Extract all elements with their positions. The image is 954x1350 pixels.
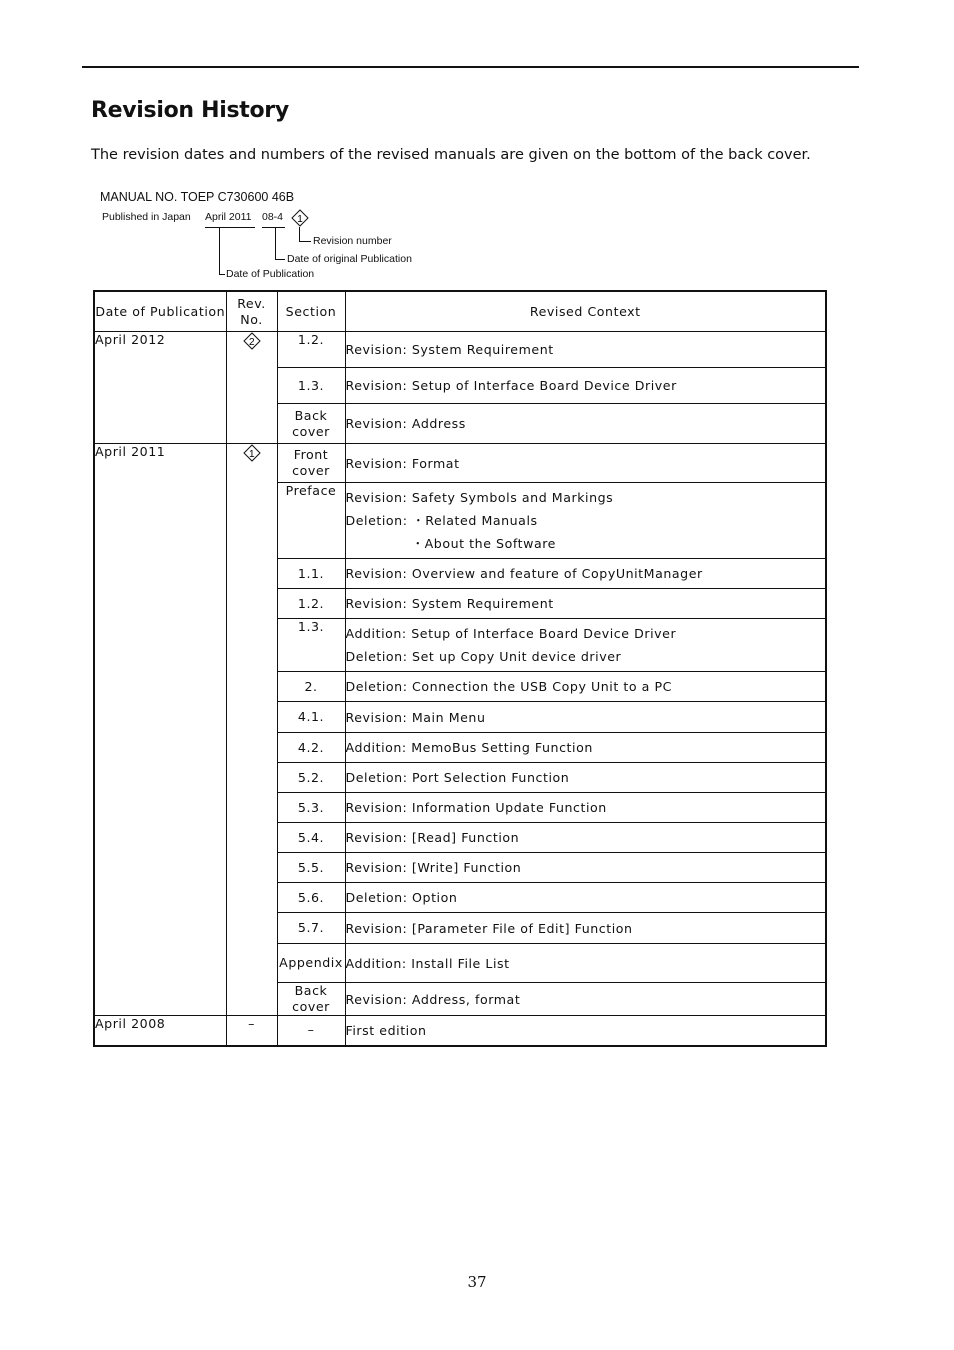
section-label: 4.1. [297,709,325,724]
leader-revision [299,227,300,242]
section-cell [277,589,345,619]
section-label: 1.3. [297,377,325,393]
revision-diamond-icon [243,332,261,350]
diagram-original-date: 08-4 [262,211,284,223]
revised-context-line: Revision: [Read] Function [345,830,520,845]
section-label: Back [294,407,328,423]
leader-revision-tick [299,241,311,242]
section-cell [277,733,345,763]
leader-original-tick [275,259,285,260]
section-cell [277,883,345,913]
section-label: 5.7. [297,920,325,935]
revised-context-cell [345,883,826,913]
revised-context-line: Revision: Overview and feature of CopyUnitManager [345,566,703,581]
section-label: cover [292,463,330,478]
revised-context-cell [345,733,826,763]
label-original-publication: Date of original Publication [287,253,412,265]
section-label: 4.2. [297,739,325,755]
revised-context-line: Revision: Main Menu [345,709,486,725]
page-title: Revision History [91,98,289,123]
intro-paragraph: The revision dates and numbers of the revised manuals are given on the bottom of the back cover. [91,147,811,163]
section-cell [277,672,345,702]
section-label: 1.3. [297,619,325,634]
table-row [94,1016,826,1046]
revised-context-line: Deletion: Set up Copy Unit device driver [345,649,622,664]
section-label: Front [293,447,329,462]
revision-diamond-icon [291,209,309,227]
section-cell [277,983,345,1016]
revised-context-cell [345,983,826,1016]
revised-context-line: Revision: Address [345,416,466,431]
revised-context-cell [345,404,826,444]
section-cell [277,793,345,823]
revision-history-table [93,290,827,1047]
section-cell [277,702,345,733]
section-cell [277,368,345,404]
section-label: 1.2. [297,332,325,347]
section-cell [277,559,345,589]
revised-context-line: Revision: System Requirement [345,342,554,357]
diagram-revision-digit: 1 [297,214,303,225]
revised-context-cell [345,589,826,619]
revised-context-line: Addition: Setup of Interface Board Device Driver [345,626,677,641]
section-label: cover [292,423,330,439]
leader-publication [219,227,220,275]
section-label: 5.2. [297,769,325,785]
section-cell [277,619,345,672]
label-revision-number: Revision number [313,235,392,247]
section-label: Preface [285,483,337,498]
table-row [94,332,826,368]
section-cell [277,913,345,944]
label-date-of-publication: Date of Publication [226,268,315,280]
section-label: 5.4. [297,829,325,845]
published-in-japan: Published in Japan [102,211,191,223]
section-cell [277,404,345,444]
revised-context-cell [345,913,826,944]
revised-context-line: Deletion: Connection the USB Copy Unit to a PC [345,679,672,694]
section-label: Appendix [279,955,343,970]
section-cell [277,853,345,883]
header-section: Section [277,291,345,332]
top-rule [82,66,859,68]
revised-context-cell [345,332,826,368]
table-row [94,444,826,483]
revised-context-cell [345,702,826,733]
header-rev-line2: No. [240,311,263,327]
revised-context-cell [345,944,826,983]
manual-number-diagram [0,0,954,290]
underline-orig-date [262,227,285,228]
revised-context-cell [345,368,826,404]
section-label: 1.2. [297,595,325,611]
revised-context-cell [345,1016,826,1046]
underline-pub-date [205,227,255,228]
revised-context-cell [345,444,826,483]
section-label: – [307,1022,315,1038]
revised-context-cell [345,672,826,702]
header-rev-line1: Rev. [237,295,266,311]
revised-context-line: Revision: [Write] Function [345,860,522,875]
publication-date: April 2011 [94,444,226,1016]
revised-context-line: Revision: Safety Symbols and Markings [345,490,614,505]
revised-context-cell [345,483,826,559]
revised-context-cell [345,619,826,672]
publication-date: April 2008 [94,1016,226,1046]
revised-context-line: Revision: System Requirement [345,596,554,611]
revised-context-line: Revision: Information Update Function [345,800,607,815]
section-cell [277,332,345,368]
section-label: 5.3. [297,799,325,815]
revised-context-line: Addition: MemoBus Setting Function [345,740,593,755]
manual-number: MANUAL NO. TOEP C730600 46B [100,190,295,204]
section-label: 5.6. [297,889,325,905]
revision-dash: – [248,1016,255,1031]
section-label: Back [294,983,328,998]
section-cell [277,1016,345,1046]
section-cell [277,763,345,793]
publication-date: April 2012 [94,332,226,444]
table-header-row [94,291,826,332]
revision-number [226,1016,277,1046]
section-cell [277,944,345,983]
revision-number [226,332,277,444]
revision-diamond-icon [243,444,261,462]
revised-context-cell [345,823,826,853]
revision-digit: 2 [248,337,255,348]
revised-context-cell [345,763,826,793]
header-revised-context: Revised Context [345,291,826,332]
section-label: 1.1. [297,565,325,581]
revised-context-cell [345,559,826,589]
leader-publication-tick [219,274,225,275]
header-rev-no [226,291,277,332]
leader-original [275,227,276,260]
section-label: cover [292,999,330,1014]
revised-context-line: Revision: Format [345,455,460,471]
revised-context-line: Addition: Install File List [345,955,510,971]
section-cell [277,444,345,483]
revised-context-cell [345,793,826,823]
revised-context-cell [345,853,826,883]
section-label: 5.5. [297,859,325,875]
revised-context-line: Revision: Address, format [345,991,521,1007]
header-date: Date of Publication [94,291,226,332]
revision-digit: 1 [248,449,255,460]
diagram-publication-date: April 2011 [205,211,252,223]
revised-context-line: Deletion: Option [345,890,458,905]
section-cell [277,823,345,853]
revised-context-line: Revision: Setup of Interface Board Device Driver [345,378,677,393]
section-cell [277,483,345,559]
revised-context-line: ・About the Software [411,536,556,551]
revision-number [226,444,277,1016]
revised-context-line: Deletion: ・Related Manuals [345,513,538,528]
revised-context-line: Revision: [Parameter File of Edit] Function [345,920,633,936]
revised-context-line: First edition [345,1022,427,1038]
revised-context-line: Deletion: Port Selection Function [345,770,570,785]
page-number: 37 [467,1273,487,1291]
section-label: 2. [304,678,318,694]
